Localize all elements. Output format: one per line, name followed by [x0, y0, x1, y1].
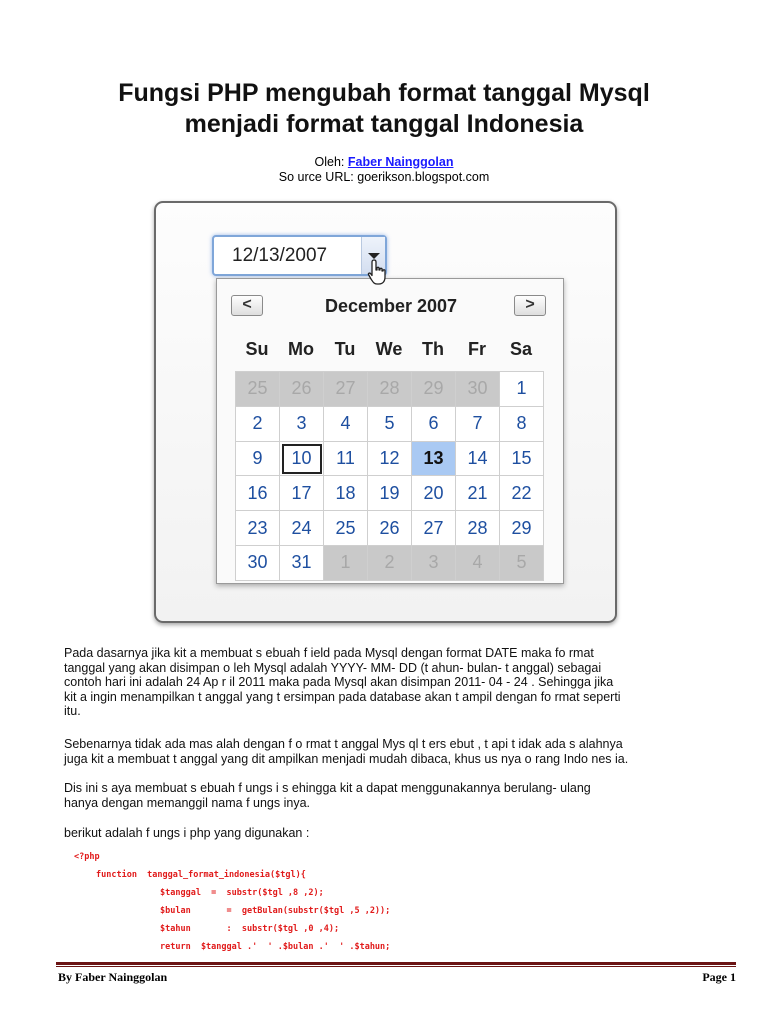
- weekday-sa: Sa: [509, 339, 533, 359]
- day-cell[interactable]: 17: [280, 476, 324, 511]
- day-cell[interactable]: 19: [368, 476, 412, 511]
- weekday-su: Su: [245, 339, 269, 359]
- code-line: $tanggal = substr($tgl ,8 ,2);: [160, 888, 324, 898]
- day-cell[interactable]: 29: [500, 511, 544, 546]
- title-line-1: Fungsi PHP mengubah format tanggal Mysql: [118, 79, 650, 107]
- day-cell[interactable]: 25: [236, 372, 280, 407]
- paragraph-line: Dis ini s aya membuat s ebuah f ungs i s ehingga kit a dapat menggunakannya berulang- ulang: [64, 781, 591, 795]
- paragraph-4: [64, 826, 714, 841]
- paragraph-line: itu.: [64, 704, 81, 719]
- weekday-fr: Fr: [468, 339, 486, 359]
- code-line: $tahun : substr($tgl ,0 ,4);: [160, 924, 340, 934]
- author-prefix: Oleh:: [314, 155, 348, 169]
- footer-divider-thin: [56, 966, 736, 967]
- day-cell[interactable]: 16: [236, 476, 280, 511]
- day-cell[interactable]: 14: [456, 442, 500, 477]
- day-cell[interactable]: 11: [324, 442, 368, 477]
- source-url-line: So urce URL: goerikson.blogspot.com: [278, 170, 490, 184]
- weekday-th: Th: [422, 339, 444, 359]
- paragraph-line: contoh hari ini adalah 24 Ap r il 2011 maka pada Mysql akan disimpan 2011- 04 - 24 . Sehingga jika: [64, 675, 614, 690]
- day-cell-selected[interactable]: 13: [412, 442, 456, 477]
- day-cell[interactable]: 6: [412, 407, 456, 442]
- day-cell[interactable]: 4: [324, 407, 368, 442]
- day-cell[interactable]: 1: [500, 372, 544, 407]
- day-cell[interactable]: 15: [500, 442, 544, 477]
- day-cell[interactable]: 26: [368, 511, 412, 546]
- day-cell[interactable]: 3: [412, 546, 456, 581]
- calendar-popup: [216, 278, 564, 584]
- day-cell[interactable]: 20: [412, 476, 456, 511]
- paragraph-1: [64, 646, 714, 719]
- day-cell[interactable]: 28: [368, 372, 412, 407]
- weekday-mo: Mo: [288, 339, 314, 359]
- paragraph-line: Pada dasarnya jika kit a membuat s ebuah f ield pada Mysql dengan format DATE maka fo rmat: [64, 646, 594, 660]
- weekday-tu: Tu: [334, 339, 356, 359]
- prev-month-button[interactable]: <: [231, 295, 263, 316]
- day-cell[interactable]: 27: [324, 372, 368, 407]
- day-cell[interactable]: 27: [412, 511, 456, 546]
- author-line: [0, 154, 768, 170]
- hand-cursor-icon: [366, 258, 390, 286]
- day-cell[interactable]: 31: [280, 546, 324, 581]
- day-cell[interactable]: 5: [500, 546, 544, 581]
- day-cell[interactable]: 9: [236, 442, 280, 477]
- date-value: 12/13/2007: [232, 245, 328, 266]
- day-cell[interactable]: 2: [368, 546, 412, 581]
- paragraph-3: [64, 781, 714, 810]
- author-link[interactable]: Faber Nainggolan: [347, 155, 454, 169]
- day-cell[interactable]: 18: [324, 476, 368, 511]
- paragraph-line: kit a ingin menampilkan t anggal yang t ersimpan pada database akan t ampil dengan fo rmat seperti: [64, 689, 621, 704]
- code-line: return $tanggal .' ' .$bulan .' ' .$tahun;: [160, 942, 391, 952]
- next-month-button[interactable]: >: [514, 295, 546, 316]
- day-cell[interactable]: 1: [324, 546, 368, 581]
- paragraph-line: hanya dengan memanggil nama f ungs inya.: [64, 795, 310, 810]
- code-line: <?php: [74, 852, 100, 862]
- day-cell[interactable]: 22: [500, 476, 544, 511]
- paragraph-2: [64, 737, 714, 766]
- code-line: function tanggal_format_indonesia($tgl){: [96, 870, 306, 880]
- date-picker-field[interactable]: [212, 235, 387, 276]
- day-cell[interactable]: 8: [500, 407, 544, 442]
- day-cell[interactable]: 24: [280, 511, 324, 546]
- page-number: Page 1: [702, 970, 736, 984]
- day-cell[interactable]: 2: [236, 407, 280, 442]
- paragraph-line: tanggal yang akan disimpan o leh Mysql adalah YYYY- MM- DD (t ahun- bulan- t anggal) sebagai: [64, 660, 602, 675]
- day-cell[interactable]: 25: [324, 511, 368, 546]
- month-label: December 2007: [324, 296, 458, 316]
- title-line-2: menjadi format tanggal Indonesia: [184, 110, 584, 138]
- day-cell[interactable]: 21: [456, 476, 500, 511]
- day-cell[interactable]: 23: [236, 511, 280, 546]
- day-cell[interactable]: 5: [368, 407, 412, 442]
- document-title: [40, 78, 728, 140]
- day-cell[interactable]: 3: [280, 407, 324, 442]
- paragraph-line: Sebenarnya tidak ada mas alah dengan f o rmat t anggal Mys ql t ers ebut , t api t idak ada s alahnya: [64, 737, 623, 751]
- day-cell[interactable]: 30: [236, 546, 280, 581]
- code-line: $bulan = getBulan(substr($tgl ,5 ,2));: [160, 906, 391, 916]
- day-cell-today[interactable]: 10: [280, 442, 324, 477]
- paragraph-line: juga kit a membuat t anggal yang dit ampilkan menjadi mudah dibaca, khus us nya o rang Indo nes ia.: [64, 751, 629, 766]
- day-cell[interactable]: 28: [456, 511, 500, 546]
- day-cell[interactable]: 4: [456, 546, 500, 581]
- day-cell[interactable]: 29: [412, 372, 456, 407]
- paragraph-line: berikut adalah f ungs i php yang digunakan :: [64, 826, 310, 840]
- footer-divider: [56, 962, 736, 965]
- day-grid: [235, 371, 544, 581]
- day-cell[interactable]: 7: [456, 407, 500, 442]
- weekday-we: We: [375, 339, 403, 359]
- day-cell[interactable]: 26: [280, 372, 324, 407]
- day-cell[interactable]: 30: [456, 372, 500, 407]
- php-code-block: [64, 850, 714, 950]
- day-cell[interactable]: 12: [368, 442, 412, 477]
- footer-author: By Faber Nainggolan: [58, 970, 168, 984]
